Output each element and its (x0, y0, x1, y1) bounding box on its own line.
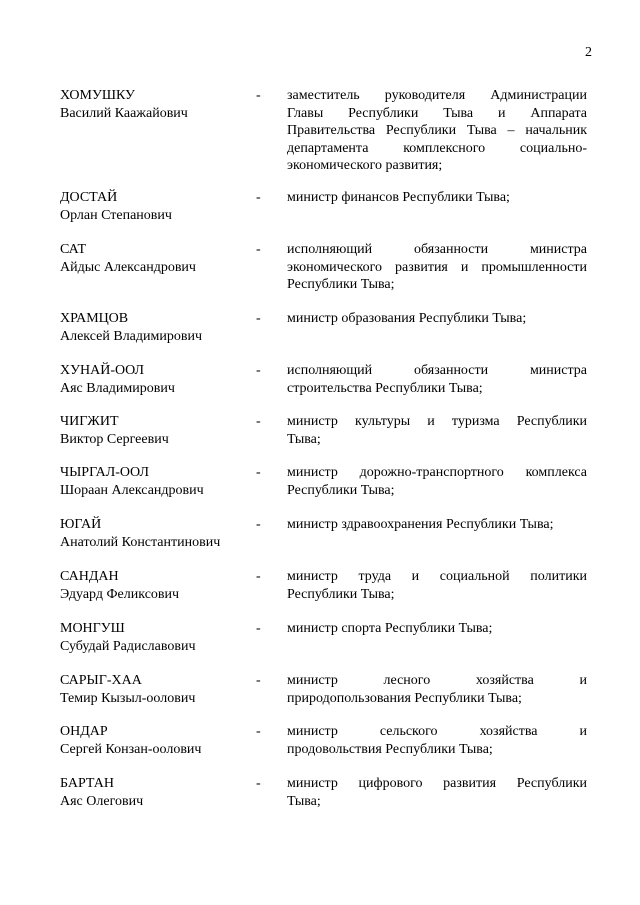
position-line: министр образования Республики Тыва; (287, 311, 527, 326)
official-position (287, 87, 587, 175)
official-given-names: Анатолий Константинович (60, 534, 221, 550)
separator-dash: - (256, 673, 261, 688)
position-line: Республики Тыва; (287, 586, 395, 602)
official-name (60, 189, 250, 224)
position-line: строительства Республики Тыва; (287, 380, 483, 396)
official-given-names: Субудай Радиславович (60, 638, 196, 654)
position-line: исполняющий обязанности министра (287, 363, 587, 378)
official-position (287, 413, 587, 448)
position-line: природопользования Республики Тыва; (287, 690, 522, 706)
official-name (60, 362, 250, 397)
official-position (287, 672, 587, 707)
position-line: Тыва; (287, 431, 321, 447)
official-given-names: Василий Каажайович (60, 105, 188, 121)
position-line: Республики Тыва; (287, 482, 395, 498)
position-line: Главы Республики Тыва и Аппарата (287, 105, 587, 121)
official-surname: ЧЫРГАЛ-ООЛ (60, 465, 149, 480)
official-surname: ХУНАЙ-ООЛ (60, 363, 145, 378)
separator-dash: - (256, 311, 261, 326)
official-name (60, 723, 250, 758)
official-given-names: Орлан Степанович (60, 207, 172, 223)
official-given-names: Алексей Владимирович (60, 328, 203, 344)
separator-dash: - (256, 465, 261, 480)
official-name (60, 464, 250, 499)
official-position (287, 620, 587, 638)
position-line: министр дорожно-транспортного комплекса (287, 465, 587, 480)
position-line: исполняющий обязанности министра (287, 242, 587, 257)
official-position (287, 723, 587, 758)
position-line: министр цифрового развития Республики (287, 776, 587, 791)
separator-dash: - (256, 242, 261, 257)
position-line: министр лесного хозяйства и (287, 673, 587, 688)
position-line: экономического развития и промышленности (287, 259, 587, 275)
separator-dash: - (256, 88, 261, 103)
official-name (60, 87, 250, 122)
page-number: 2 (585, 45, 592, 60)
official-surname: ЮГАЙ (60, 517, 102, 532)
official-surname: ЧИГЖИТ (60, 414, 119, 429)
position-line: министр спорта Республики Тыва; (287, 621, 493, 636)
position-line: министр финансов Республики Тыва; (287, 190, 510, 205)
official-given-names: Эдуард Феликсович (60, 586, 180, 602)
official-position (287, 362, 587, 397)
separator-dash: - (256, 776, 261, 791)
official-given-names: Аяс Владимирович (60, 380, 175, 396)
position-line: Тыва; (287, 793, 321, 809)
official-name (60, 516, 250, 551)
official-name (60, 620, 250, 655)
official-given-names: Шораан Александрович (60, 482, 204, 498)
position-line: департамента комплексного социально- (287, 140, 587, 156)
official-given-names: Темир Кызыл-оолович (60, 690, 196, 706)
official-given-names: Виктор Сергеевич (60, 431, 169, 447)
official-name (60, 568, 250, 603)
official-name (60, 241, 250, 276)
official-surname: САРЫГ-ХАА (60, 673, 142, 688)
position-line: продовольствия Республики Тыва; (287, 741, 493, 757)
official-position (287, 464, 587, 499)
separator-dash: - (256, 517, 261, 532)
official-surname: МОНГУШ (60, 621, 125, 636)
separator-dash: - (256, 621, 261, 636)
position-line: министр здравоохранения Республики Тыва; (287, 517, 554, 532)
official-name (60, 672, 250, 707)
position-line: министр культуры и туризма Республики (287, 414, 587, 429)
official-name (60, 413, 250, 448)
official-position (287, 775, 587, 810)
official-given-names: Сергей Конзан-оолович (60, 741, 202, 757)
separator-dash: - (256, 724, 261, 739)
official-given-names: Айдыс Александрович (60, 259, 196, 275)
separator-dash: - (256, 569, 261, 584)
position-line: Правительства Республики Тыва – начальник (287, 123, 587, 138)
position-line: Республики Тыва; (287, 277, 395, 292)
official-surname: САТ (60, 242, 87, 257)
official-given-names: Аяс Олегович (60, 793, 144, 809)
separator-dash: - (256, 363, 261, 378)
official-name (60, 775, 250, 810)
official-position (287, 516, 587, 534)
official-surname: ОНДАР (60, 724, 108, 739)
position-line: заместитель руководителя Администрации (287, 88, 587, 103)
separator-dash: - (256, 414, 261, 429)
separator-dash: - (256, 190, 261, 205)
position-line: министр сельского хозяйства и (287, 724, 587, 739)
official-position (287, 568, 587, 603)
official-surname: БАРТАН (60, 776, 114, 791)
official-position (287, 241, 587, 294)
official-surname: САНДАН (60, 569, 119, 584)
official-position (287, 310, 587, 328)
official-name (60, 310, 250, 345)
official-surname: ДОСТАЙ (60, 190, 118, 205)
position-line: министр труда и социальной политики (287, 569, 587, 584)
official-position (287, 189, 587, 207)
official-surname: ХОМУШКУ (60, 88, 135, 103)
position-line: экономического развития; (287, 158, 443, 173)
official-surname: ХРАМЦОВ (60, 311, 129, 326)
